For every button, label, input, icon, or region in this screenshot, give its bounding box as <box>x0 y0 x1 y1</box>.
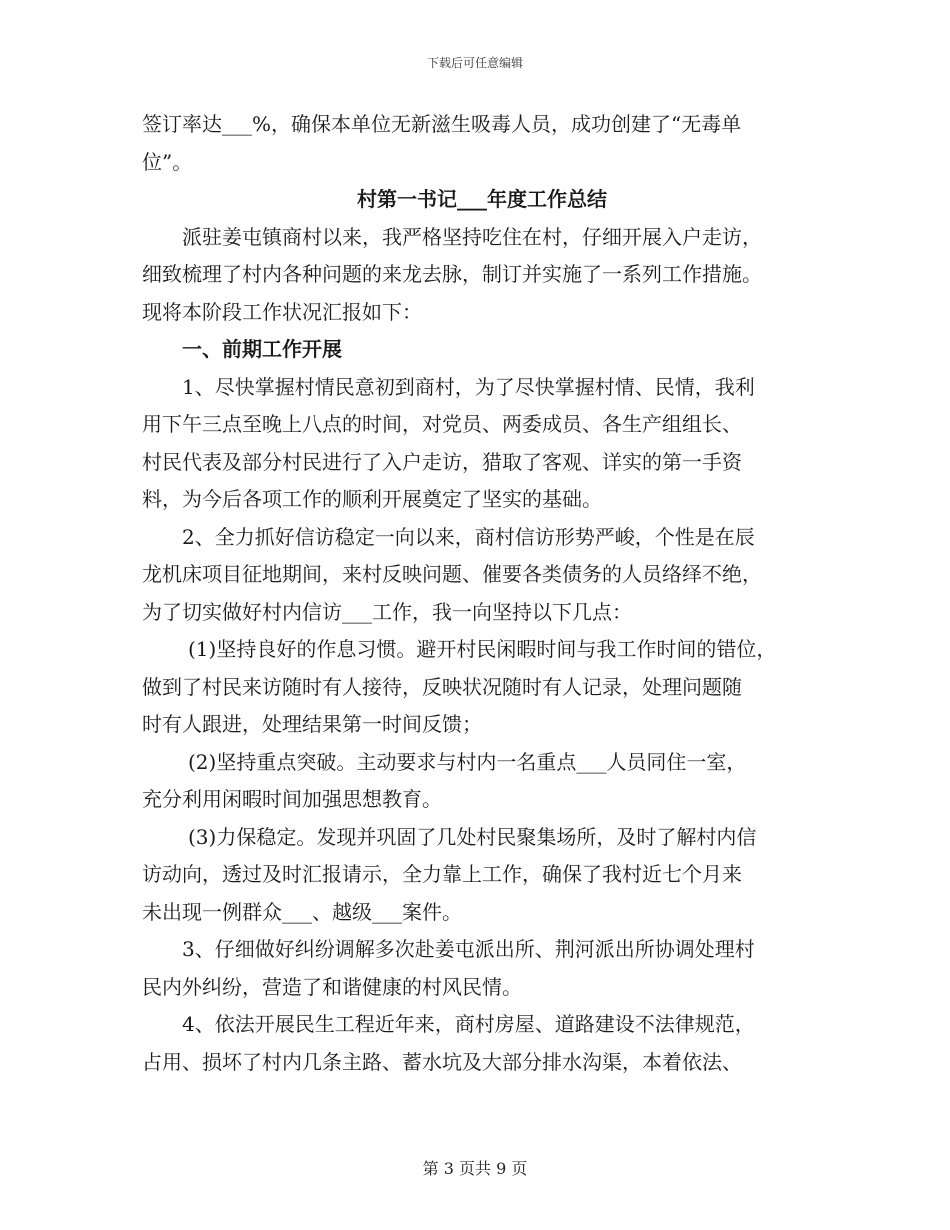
body-line: 访动向，透过及时汇报请示，全力靠上工作，确保了我村近七个月来 <box>142 862 742 886</box>
paragraph-first-line: 3、仔细做好纠纷调解多次赴姜屯派出所、荆河派出所协调处理村 <box>182 937 755 961</box>
body-line: 时有人跟进，处理结果第一时间反馈； <box>142 712 482 736</box>
page-header: 下载后可任意编辑 <box>426 56 523 70</box>
body-line: 龙机床项目征地期间，来村反映问题、催要各类债务的人员络绎不绝， <box>142 562 762 586</box>
list-item-first-line: (2)坚持重点突破。主动要求与村内一名重点___人员同住一室， <box>188 749 747 774</box>
list-item-first-line: (1)坚持良好的作息习惯。避开村民闲暇时间与我工作时间的错位， <box>188 637 777 661</box>
body-line: 细致梳理了村内各种问题的来龙去脉，制订并实施了一系列工作措施。 <box>142 262 762 286</box>
paragraph-first-line: 2、全力抓好信访稳定一向以来，商村信访形势严峻，个性是在辰 <box>182 524 755 549</box>
body-line: 现将本阶段工作状况汇报如下： <box>142 299 422 324</box>
body-line: 料，为今后各项工作的顺利开展奠定了坚实的基础。 <box>142 487 602 511</box>
body-line: 民内外纠纷，营造了和谐健康的村风民情。 <box>142 974 522 999</box>
body-line: 用下午三点至晚上八点的时间，对党员、两委成员、各生产组组长、 <box>142 412 742 436</box>
paragraph-first-line: 4、依法开展民生工程近年来，商村房屋、道路建设不法律规范， <box>182 1012 755 1036</box>
section-heading: 一、前期工作开展 <box>182 337 342 361</box>
body-line: 未出现一例群众___、越级___案件。 <box>142 899 462 924</box>
body-line: 占用、损坏了村内几条主路、蓄水坑及大部分排水沟渠，本着依法、 <box>142 1049 742 1074</box>
body-line: 做到了村民来访随时有人接待，反映状况随时有人记录，处理问题随 <box>142 674 742 699</box>
body-line: 充分利用闲暇时间加强思想教育。 <box>142 787 442 811</box>
list-item-first-line: (3)力保稳定。发现并巩固了几处村民聚集场所，及时了解村内信 <box>188 824 757 849</box>
document-body <box>142 106 822 1081</box>
paragraph-first-line: 派驻姜屯镇商村以来，我严格坚持吃住在村，仔细开展入户走访， <box>182 224 762 249</box>
body-line: 签订率达___%，确保本单位无新滋生吸毒人员，成功创建了“无毒单 <box>142 112 742 136</box>
body-line: 村民代表及部分村民进行了入户走访，猎取了客观、详实的第一手资 <box>142 449 742 474</box>
paragraph-first-line: 1、尽快掌握村情民意初到商村，为了尽快掌握村情、民情，我利 <box>182 374 755 399</box>
page-footer: 第 3 页共 9 页 <box>422 1159 528 1178</box>
body-line: 位”。 <box>142 149 193 174</box>
body-line: 为了切实做好村内信访___工作，我一向坚持以下几点： <box>142 599 632 624</box>
section-title: 村第一书记___年度工作总结 <box>357 187 607 211</box>
